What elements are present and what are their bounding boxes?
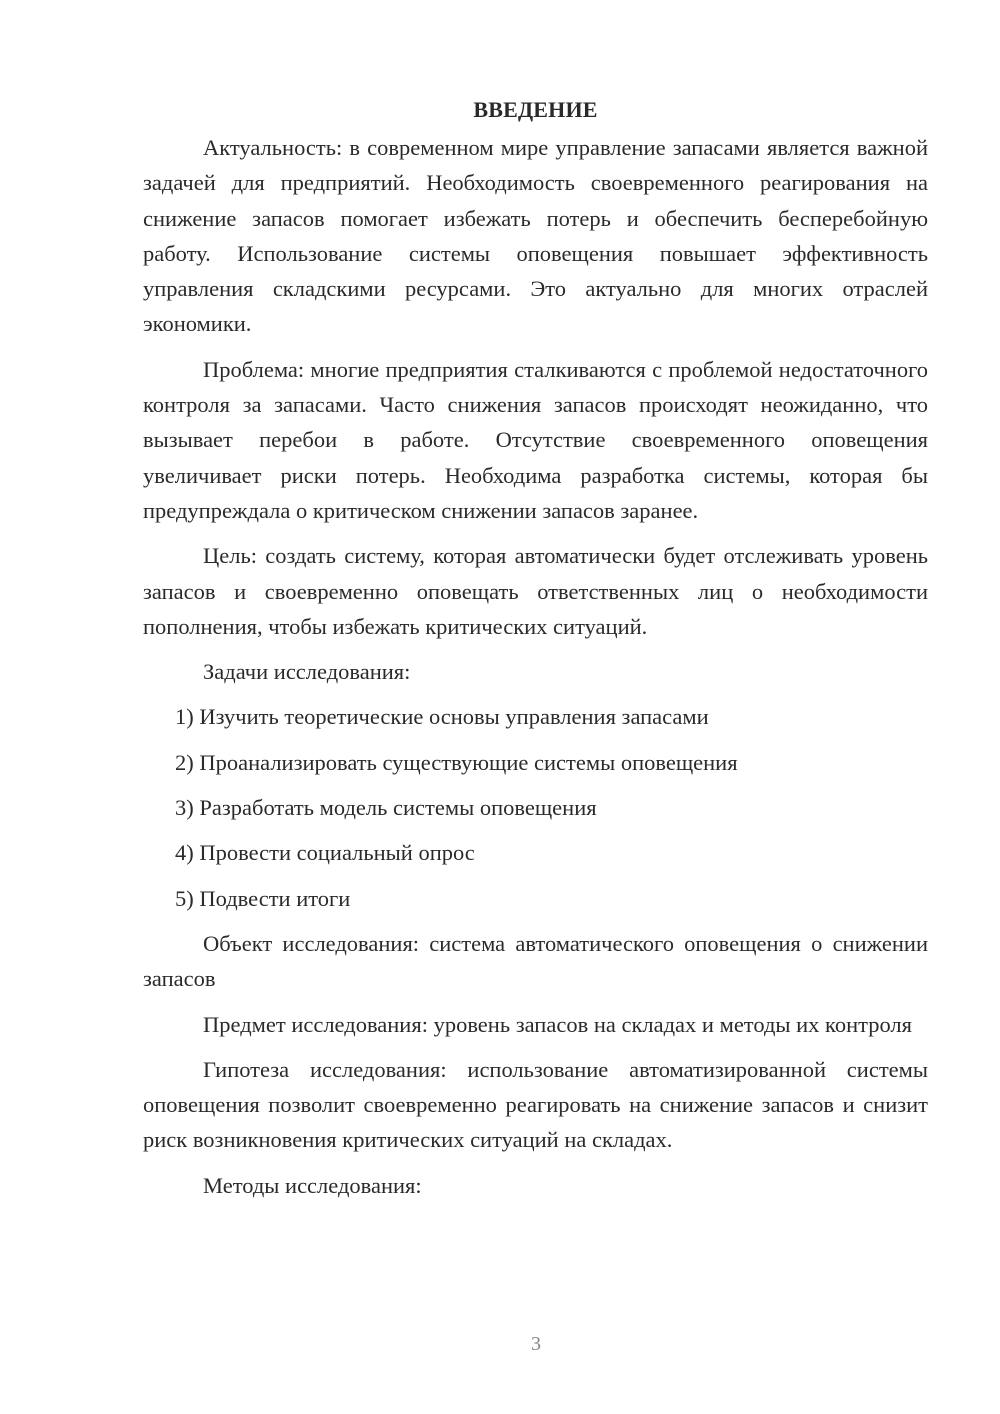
page-title: ВВЕДЕНИЕ: [473, 97, 598, 122]
paragraph-hypothesis: Гипотеза исследования: использование автоматизированной системы оповещения позволит своевременно реагировать на снижение запасов и снизит риск возникновения критических ситуаций на складах.: [143, 1056, 928, 1153]
list-item: 3) Разработать модель системы оповещения: [175, 795, 597, 821]
document-page: [143, 92, 928, 1203]
paragraph-subject: Предмет исследования: уровень запасов на складах и методы их контроля: [203, 1011, 913, 1037]
tasks-list: [143, 699, 928, 915]
paragraph-goal: Цель: создать систему, которая автоматически будет отслеживать уровень запасов и своевременно оповещать ответственных лиц о необходимости пополнения, чтобы избежать критических ситуаций.: [143, 543, 928, 639]
list-item: 1) Изучить теоретические основы управления запасами: [175, 704, 709, 730]
page-number: 3: [531, 1333, 541, 1355]
paragraph-problem: Проблема: многие предприятия сталкиваются с проблемой недостаточного контроля за запасами. Часто снижения запасов происходят неожиданно, что вызывает перебои в работе. Отсутствие своевременного оповещения увеличивает риски потерь. Необходима разработка системы, которая бы предупреждала о критическом снижении запасов заранее.: [143, 356, 928, 523]
paragraph-tasks-heading: Задачи исследования:: [203, 659, 411, 685]
paragraph-relevance: Актуальность: в современном мире управление запасами является важной задачей для предприятий. Необходимость своевременного реагирования на снижение запасов помогает избежать потерь и обеспечить бесперебойную работу. Использование системы оповещения повышает эффективность управления складскими ресурсами. Это актуально для многих отраслей экономики.: [143, 135, 928, 337]
list-item: 5) Подвести итоги: [175, 885, 351, 911]
list-item: 4) Провести социальный опрос: [175, 840, 475, 866]
list-item: 2) Проанализировать существующие системы оповещения: [175, 749, 738, 775]
paragraph-methods: Методы исследования:: [203, 1172, 422, 1198]
paragraph-object: Объект исследования: система автоматического оповещения о снижении запасов: [143, 930, 928, 992]
